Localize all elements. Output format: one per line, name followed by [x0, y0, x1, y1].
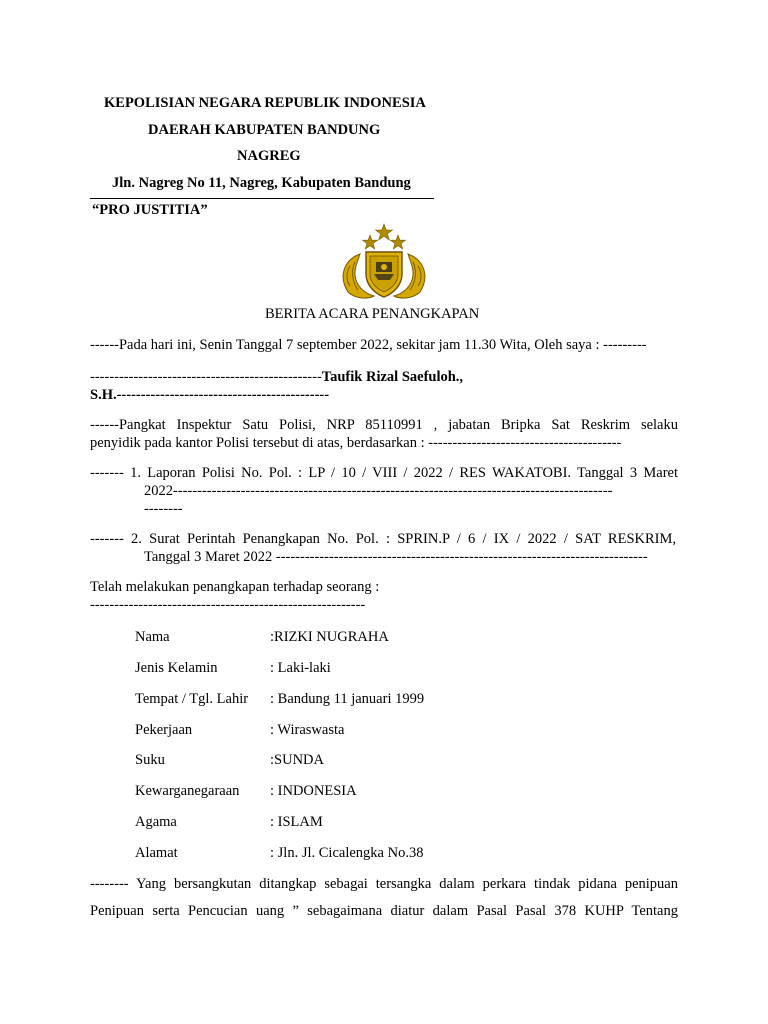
- item2-line2: Tanggal 3 Maret 2022 -----------------------------------------------------------------------------: [144, 549, 648, 565]
- identity-label: Tempat / Tgl. Lahir: [135, 691, 249, 707]
- arrest-statement-line2: ---------------------------------------------------------: [90, 597, 366, 613]
- identity-value: : ISLAM: [270, 814, 323, 830]
- item2-line1: ------- 2. Surat Perintah Penangkapan No. Pol. : SPRIN.P / 6 / IX / 2022 / SAT RESKRIM,: [90, 531, 676, 547]
- identity-label: Nama: [135, 629, 170, 645]
- identity-label: Suku: [135, 752, 165, 768]
- identity-value: : INDONESIA: [270, 783, 357, 799]
- header-region: DAERAH KABUPATEN BANDUNG: [148, 122, 381, 138]
- identity-value: : Wiraswasta: [270, 722, 345, 738]
- item1-line2: 2022-------------------------------------------------------------------------------------------: [144, 483, 613, 499]
- identity-value: :SUNDA: [270, 752, 324, 768]
- identity-label: Jenis Kelamin: [135, 660, 218, 676]
- identity-label: Kewarganegaraan: [135, 783, 240, 799]
- opening-paragraph: ------Pada hari ini, Senin Tanggal 7 september 2022, sekitar jam 11.30 Wita, Oleh saya : ---------: [90, 337, 647, 353]
- header-divider: [90, 198, 434, 199]
- identity-value: : Bandung 11 januari 1999: [270, 691, 425, 707]
- identity-label: Pekerjaan: [135, 722, 193, 738]
- police-emblem-icon: [330, 222, 438, 302]
- closing-line2: Penipuan serta Pencucian uang ” sebagaimana diatur dalam Pasal Pasal 378 KUHP Tentang: [90, 903, 678, 919]
- header-address: Jln. Nagreg No 11, Nagreg, Kabupaten Bandung: [112, 175, 411, 191]
- identity-value: :RIZKI NUGRAHA: [270, 629, 389, 645]
- pro-justitia: “PRO JUSTITIA”: [92, 202, 208, 218]
- identity-label: Agama: [135, 814, 177, 830]
- rank-paragraph-line2: penyidik pada kantor Polisi tersebut di atas, berdasarkan : ----------------------------------------: [90, 435, 622, 451]
- officer-dashes: ------------------------------------------------: [90, 369, 322, 385]
- header-subregion: NAGREG: [237, 148, 301, 164]
- officer-name: Taufik Rizal Saefuloh.,: [321, 369, 464, 385]
- identity-label: Alamat: [135, 845, 178, 861]
- arrest-statement-line1: Telah melakukan penangkapan terhadap seorang :: [90, 579, 380, 595]
- officer-title-line: S.H.--------------------------------------------: [90, 387, 330, 403]
- closing-line1: -------- Yang bersangkutan ditangkap sebagai tersangka dalam perkara tindak pidana penipuan: [90, 876, 678, 892]
- item1-line1: ------- 1. Laporan Polisi No. Pol. : LP / 10 / VIII / 2022 / RES WAKATOBI. Tanggal 3 Maret: [90, 465, 678, 481]
- officer-line: [90, 368, 463, 386]
- rank-paragraph-line1: ------Pangkat Inspektur Satu Polisi, NRP 85110991 , jabatan Bripka Sat Reskrim selaku: [90, 417, 678, 433]
- header-institution: KEPOLISIAN NEGARA REPUBLIK INDONESIA: [104, 95, 426, 111]
- identity-value: : Jln. Jl. Cicalengka No.38: [270, 845, 424, 861]
- document-title: BERITA ACARA PENANGKAPAN: [265, 306, 480, 322]
- item1-line3: --------: [144, 501, 183, 517]
- identity-value: : Laki-laki: [270, 660, 331, 676]
